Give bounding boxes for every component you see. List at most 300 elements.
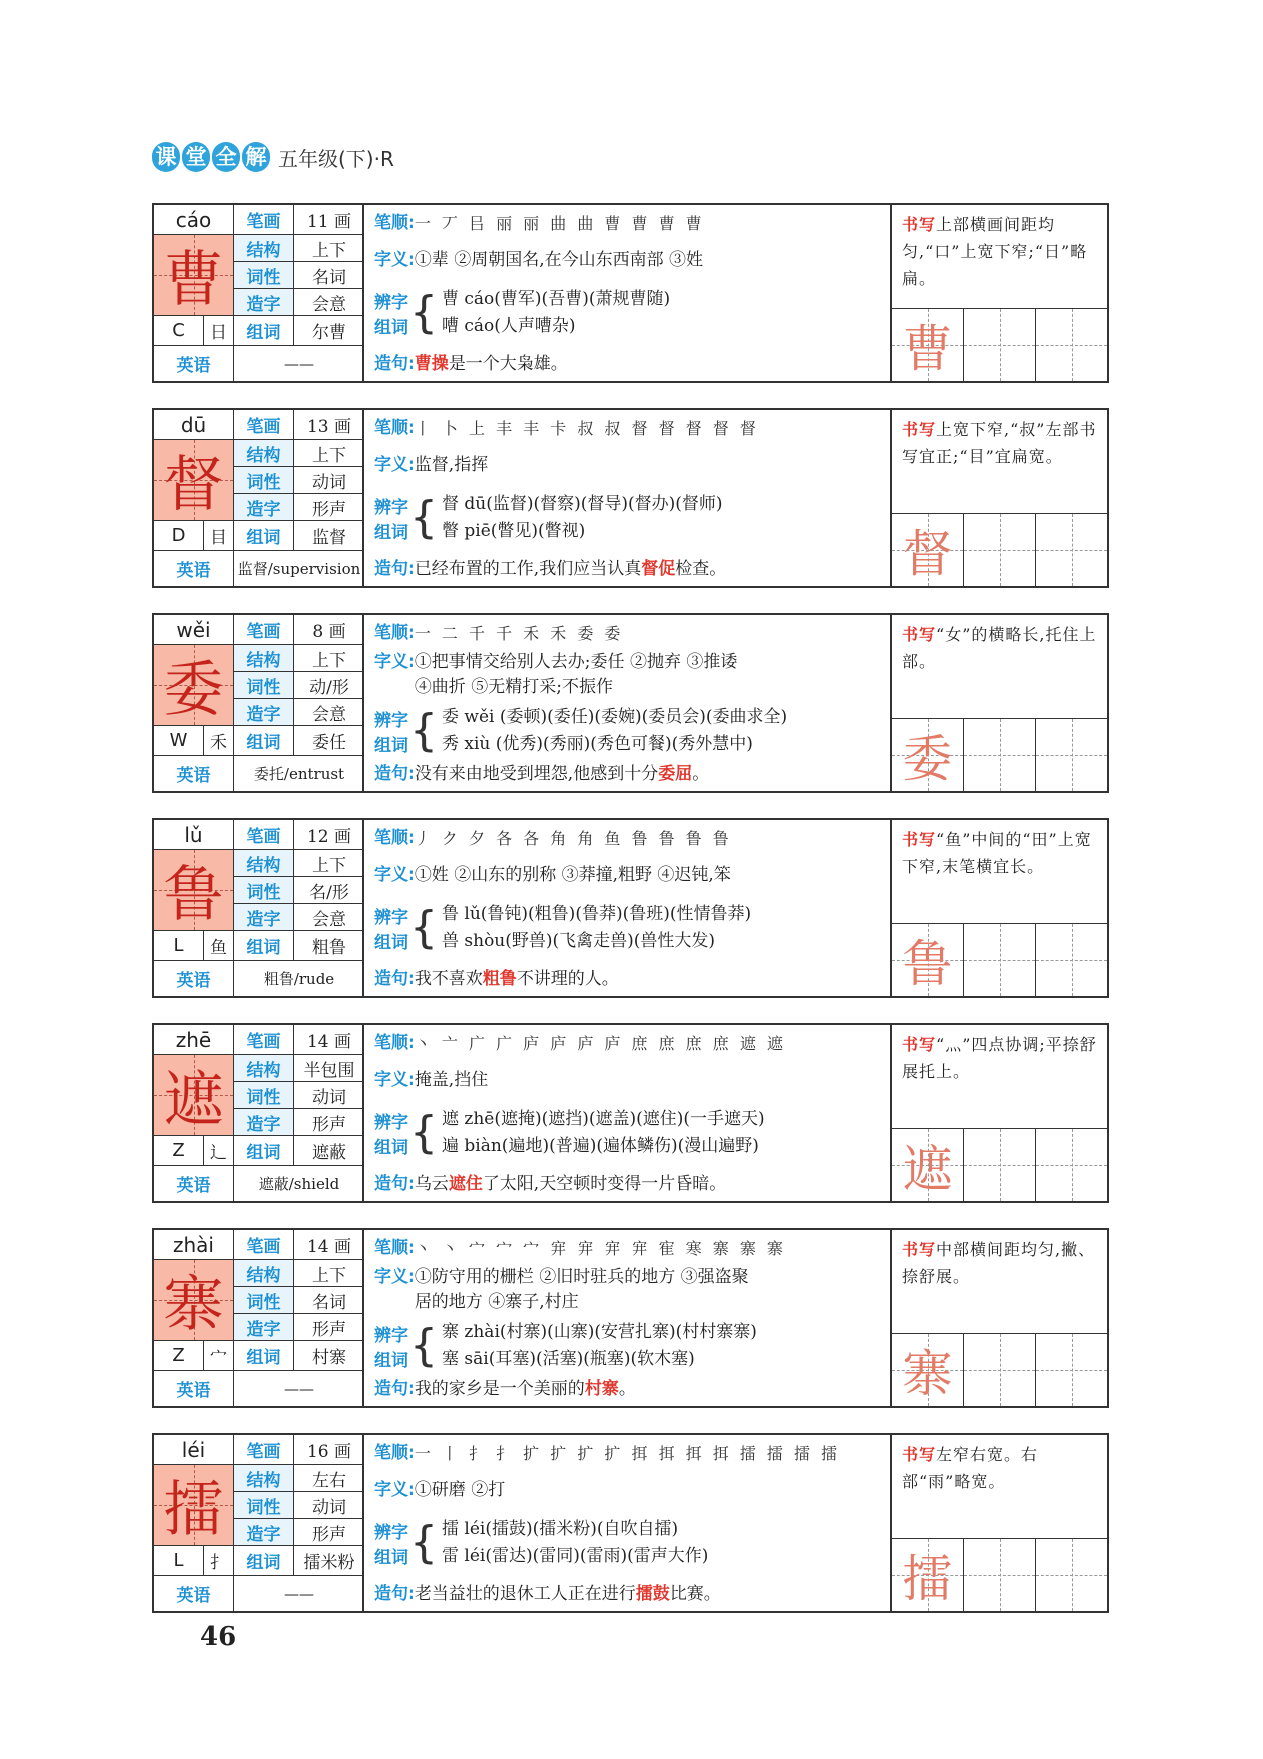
logo-char: 全	[212, 142, 240, 172]
writing-tip	[892, 615, 1107, 719]
english-label: 英语	[154, 1576, 234, 1611]
character-card	[152, 818, 1109, 998]
formation-label: 造字	[234, 1109, 294, 1136]
sentence-row	[374, 557, 880, 582]
meaning-text: ①研磨 ②打	[414, 1480, 506, 1501]
meaning-label: 字义:	[374, 1267, 415, 1287]
english-label: 英语	[154, 551, 234, 586]
character-card	[152, 1433, 1109, 1613]
character-card	[152, 613, 1109, 793]
meaning-text: ①把事情交给别人去办;委任 ②抛弃 ③推诿	[414, 652, 738, 672]
main-character-glyph: 遮	[163, 1065, 224, 1135]
sentence-row	[374, 1172, 880, 1197]
stroke-count: 16 画	[294, 1435, 364, 1465]
stroke-count: 13 画	[294, 410, 364, 440]
meaning-row	[374, 1478, 880, 1503]
page-header	[152, 140, 394, 174]
english-value: 粗鲁/rude	[263, 970, 335, 988]
formation-value: 会意	[294, 699, 364, 726]
sentence-post: 检查。	[675, 558, 727, 579]
practice-cell[interactable]	[964, 1129, 1036, 1201]
meaning-row	[374, 248, 880, 273]
meaning-text-cont: 居的地方 ④寨子,村庄	[414, 1292, 579, 1312]
pos-label: 词性	[234, 877, 294, 904]
stroke-count-label: 笔画	[234, 820, 294, 850]
formation-value: 形声	[294, 1109, 364, 1136]
stroke-count-label: 笔画	[234, 1435, 294, 1465]
character-card	[152, 1228, 1109, 1408]
english-label: 英语	[154, 346, 234, 381]
stroke-order-row	[374, 621, 880, 646]
sentence-label: 造句:	[374, 558, 415, 579]
sentence-post: 是一个大枭雄。	[448, 353, 568, 374]
demo-character: 曹	[902, 320, 953, 378]
char-details	[364, 205, 892, 381]
writing-tip-label: 书写	[902, 625, 937, 644]
distinguish-line: 曹 cáo(曹军)(吾曹)(萧规曹随)	[442, 288, 671, 309]
stroke-order-label: 笔顺:	[374, 213, 415, 233]
practice-cell[interactable]	[964, 1334, 1036, 1406]
grade-label: 五年级(下)·R	[278, 146, 394, 171]
practice-cell-demo	[892, 309, 964, 381]
writing-tip-text: “灬”四点协调;平捺舒展托上。	[902, 1035, 1097, 1081]
writing-tip-text: 上部横画间距均匀,“口”上宽下窄;“日”略扁。	[902, 215, 1088, 288]
word-value: 村寨	[294, 1341, 364, 1371]
practice-cell[interactable]	[964, 514, 1036, 586]
practice-cell[interactable]	[1036, 719, 1107, 791]
sentence-row	[374, 762, 880, 787]
structure-label: 结构	[234, 645, 294, 672]
stroke-count: 14 画	[294, 1025, 364, 1055]
pinyin: lǔ	[154, 820, 234, 850]
english-value: 遮蔽/shield	[258, 1175, 340, 1193]
book-logo	[152, 142, 270, 172]
meaning-text: ①姓 ②山东的别称 ③莽撞,粗野 ④迟钝,笨	[414, 865, 731, 886]
distinguish-label: 辨字	[374, 711, 408, 731]
formation-label: 造字	[234, 289, 294, 316]
word-label: 组词	[234, 726, 294, 756]
demo-character: 寨	[902, 1345, 953, 1403]
word-value: 遮蔽	[294, 1136, 364, 1166]
stroke-order-row	[374, 826, 880, 851]
distinguish-line: 擂 léi(擂鼓)(擂米粉)(自吹自擂)	[442, 1518, 679, 1539]
distinguish-line: 嘈 cáo(人声嘈杂)	[442, 315, 576, 336]
writing-panel	[892, 1230, 1107, 1406]
pos-label: 词性	[234, 262, 294, 289]
pos-value: 动词	[294, 467, 364, 494]
practice-cell-demo	[892, 924, 964, 996]
formation-label: 造字	[234, 494, 294, 521]
structure-label: 结构	[234, 440, 294, 467]
stroke-count: 12 画	[294, 820, 364, 850]
sentence-highlight: 督促	[641, 558, 676, 579]
practice-cell[interactable]	[1036, 514, 1107, 586]
word-label: 组词	[234, 521, 294, 551]
structure-label: 结构	[234, 1260, 294, 1287]
meaning-text: 掩盖,挡住	[414, 1070, 489, 1091]
brace-icon: {	[410, 1320, 438, 1371]
structure-value: 半包围	[294, 1055, 364, 1082]
meaning-text: ①辈 ②周朝国名,在今山东西南部 ③姓	[414, 250, 704, 271]
distinguish-block	[374, 491, 880, 545]
practice-grid	[892, 1539, 1107, 1611]
main-character-glyph: 寨	[163, 1270, 224, 1340]
pinyin: cáo	[154, 205, 234, 235]
structure-value: 左右	[294, 1465, 364, 1492]
char-details	[364, 820, 892, 996]
index-letter: D	[154, 521, 204, 551]
demo-character: 遮	[902, 1140, 953, 1198]
sentence-highlight: 曹操	[414, 353, 449, 374]
main-character-glyph: 擂	[163, 1475, 224, 1545]
compound-label: 组词	[374, 1137, 408, 1158]
main-character	[154, 1260, 234, 1341]
pos-label: 词性	[234, 1492, 294, 1519]
distinguish-label: 辨字	[374, 1112, 408, 1133]
meaning-label: 字义:	[374, 652, 415, 672]
formation-value: 会意	[294, 289, 364, 316]
demo-character: 委	[902, 730, 953, 788]
english-label: 英语	[154, 961, 234, 996]
index-letter: W	[154, 726, 204, 756]
pinyin: zhài	[154, 1230, 234, 1260]
practice-cell-demo	[892, 1539, 964, 1611]
stroke-order-label: 笔顺:	[374, 418, 415, 438]
writing-tip-text: 上宽下窄,“叔”左部书写宜正;“目”宜扁宽。	[902, 420, 1097, 466]
distinguish-line: 委 wěi (委顿)(委任)(委婉)(委员会)(委曲求全)	[442, 707, 788, 727]
structure-label: 结构	[234, 1055, 294, 1082]
logo-char: 课	[152, 142, 180, 172]
stroke-order-row	[374, 211, 880, 236]
pos-value: 名/形	[294, 877, 364, 904]
index-letter: L	[154, 931, 204, 961]
structure-value: 上下	[294, 645, 364, 672]
word-value: 擂米粉	[294, 1546, 364, 1576]
english-value: ——	[284, 1379, 314, 1398]
practice-grid	[892, 924, 1107, 996]
stroke-order: 丨 卜 上 丰 丰 卡 叔 叔 督 督 督 督 督	[414, 419, 759, 438]
distinguish-block	[374, 901, 880, 955]
brace-icon: {	[410, 901, 438, 953]
distinguish-line: 雷 léi(雷达)(雷同)(雷雨)(雷声大作)	[442, 1545, 709, 1566]
writing-tip	[892, 1025, 1107, 1129]
practice-cell-demo	[892, 719, 964, 791]
radical: 扌	[204, 1546, 234, 1576]
practice-cell-demo	[892, 1129, 964, 1201]
stroke-order-label: 笔顺:	[374, 1443, 415, 1463]
char-details	[364, 1025, 892, 1201]
distinguish-block	[374, 1516, 880, 1570]
radical: 鱼	[204, 931, 234, 961]
writing-tip-label: 书写	[902, 420, 937, 439]
stroke-order: 丶 丶 宀 宀 宀 宑 宑 宑 宑 寉 寒 寨 寨 寨	[414, 1239, 786, 1258]
sentence-post: 比赛。	[669, 1583, 721, 1604]
writing-panel	[892, 820, 1107, 996]
structure-value: 上下	[294, 440, 364, 467]
english-label: 英语	[154, 1371, 234, 1406]
practice-cell[interactable]	[1036, 1539, 1107, 1611]
char-info-table	[154, 1435, 364, 1611]
stroke-count-label: 笔画	[234, 1025, 294, 1055]
char-info-table	[154, 205, 364, 381]
structure-label: 结构	[234, 235, 294, 262]
sentence-post: 不讲理的人。	[516, 968, 619, 989]
stroke-order-label: 笔顺:	[374, 1033, 415, 1053]
formation-value: 形声	[294, 1519, 364, 1546]
char-info-table	[154, 615, 364, 791]
sentence-row	[374, 967, 880, 992]
sentence-highlight: 遮住	[448, 1173, 483, 1194]
formation-label: 造字	[234, 1519, 294, 1546]
structure-value: 上下	[294, 235, 364, 262]
stroke-count: 14 画	[294, 1230, 364, 1260]
pinyin: léi	[154, 1435, 234, 1465]
distinguish-line: 遍 biàn(遍地)(普遍)(遍体鳞伤)(漫山遍野)	[442, 1135, 759, 1156]
formation-value: 形声	[294, 494, 364, 521]
formation-label: 造字	[234, 1314, 294, 1341]
formation-label: 造字	[234, 699, 294, 726]
word-label: 组词	[234, 316, 294, 346]
meaning-row	[374, 1265, 880, 1315]
char-details	[364, 410, 892, 586]
meaning-row	[374, 863, 880, 888]
pos-value: 动词	[294, 1492, 364, 1519]
char-info-table	[154, 820, 364, 996]
stroke-count-label: 笔画	[234, 1230, 294, 1260]
writing-tip-text: 中部横间距均匀,撇、捺舒展。	[902, 1240, 1096, 1286]
distinguish-label: 辨字	[374, 1326, 408, 1346]
pos-label: 词性	[234, 467, 294, 494]
formation-label: 造字	[234, 904, 294, 931]
sentence-label: 造句:	[374, 1583, 415, 1604]
practice-grid	[892, 719, 1107, 791]
stroke-order: 一 丆 㠯 丽 丽 曲 曲 曹 曹 曹 曹	[414, 214, 705, 233]
distinguish-block	[374, 286, 880, 340]
practice-cell[interactable]	[1036, 924, 1107, 996]
main-character	[154, 1465, 234, 1546]
stroke-count: 8 画	[294, 615, 364, 645]
meaning-label: 字义:	[374, 250, 415, 271]
character-card	[152, 408, 1109, 588]
char-details	[364, 1230, 892, 1406]
main-character-glyph: 曹	[163, 245, 224, 315]
distinguish-line: 督 dū(监督)(督察)(督导)(督办)(督师)	[442, 493, 723, 514]
distinguish-label: 辨字	[374, 1522, 408, 1543]
sentence-post: 。	[692, 764, 710, 784]
distinguish-line: 塞 sāi(耳塞)(活塞)(瓶塞)(软木塞)	[442, 1349, 695, 1369]
meaning-label: 字义:	[374, 455, 415, 476]
sentence-pre: 我的家乡是一个美丽的	[414, 1379, 585, 1399]
brace-icon: {	[410, 1516, 438, 1568]
logo-char: 堂	[182, 142, 210, 172]
pos-value: 动/形	[294, 672, 364, 699]
practice-cell[interactable]	[1036, 1129, 1107, 1201]
page-number: 46	[200, 1622, 237, 1652]
stroke-count: 11 画	[294, 205, 364, 235]
stroke-order: 一 丨 扌 扌 扩 扩 扩 扩 挕 挕 挕 挕 擂 擂 擂 擂	[414, 1444, 841, 1463]
brace-icon: {	[410, 1106, 438, 1158]
word-value: 委任	[294, 726, 364, 756]
meaning-text: ①防守用的栅栏 ②旧时驻兵的地方 ③强盗聚	[414, 1267, 749, 1287]
sentence-label: 造句:	[374, 968, 415, 989]
pos-value: 名词	[294, 262, 364, 289]
char-info-table	[154, 410, 364, 586]
compound-label: 组词	[374, 1351, 408, 1371]
radical: 宀	[204, 1341, 234, 1371]
sentence-post: 了太阳,天空顿时变得一片昏暗。	[482, 1173, 727, 1194]
practice-grid	[892, 514, 1107, 586]
radical: 辶	[204, 1136, 234, 1166]
demo-character: 擂	[902, 1550, 953, 1608]
sentence-pre: 我不喜欢	[414, 968, 483, 989]
word-value: 监督	[294, 521, 364, 551]
radical: 禾	[204, 726, 234, 756]
structure-value: 上下	[294, 850, 364, 877]
writing-panel	[892, 1025, 1107, 1201]
pos-value: 名词	[294, 1287, 364, 1314]
pos-value: 动词	[294, 1082, 364, 1109]
practice-cell[interactable]	[964, 719, 1036, 791]
meaning-label: 字义:	[374, 1480, 415, 1501]
pinyin: wěi	[154, 615, 234, 645]
word-label: 组词	[234, 1546, 294, 1576]
structure-label: 结构	[234, 850, 294, 877]
word-value: 尔曹	[294, 316, 364, 346]
meaning-row	[374, 1068, 880, 1093]
structure-label: 结构	[234, 1465, 294, 1492]
writing-tip	[892, 205, 1107, 309]
word-label: 组词	[234, 931, 294, 961]
char-details	[364, 1435, 892, 1611]
practice-cell[interactable]	[964, 309, 1036, 381]
pos-label: 词性	[234, 1082, 294, 1109]
writing-tip	[892, 1230, 1107, 1334]
main-character	[154, 645, 234, 726]
brace-icon: {	[410, 286, 438, 338]
writing-panel	[892, 410, 1107, 586]
formation-value: 会意	[294, 904, 364, 931]
index-letter: C	[154, 316, 204, 346]
practice-cell-demo	[892, 514, 964, 586]
writing-tip-text: “女”的横略长,托住上部。	[902, 625, 1097, 671]
distinguish-line: 鲁 lǔ(鲁钝)(粗鲁)(鲁莽)(鲁班)(性情鲁莽)	[442, 903, 752, 924]
stroke-order-row	[374, 1236, 880, 1261]
index-letter: Z	[154, 1341, 204, 1371]
stroke-order: 丶 亠 广 广 庐 庐 庐 庐 庶 庶 庶 庶 遮 遮	[414, 1034, 786, 1053]
pos-label: 词性	[234, 672, 294, 699]
practice-cell-demo	[892, 1334, 964, 1406]
stroke-order-row	[374, 1031, 880, 1056]
main-character-glyph: 鲁	[163, 860, 224, 930]
main-character	[154, 235, 234, 316]
word-label: 组词	[234, 1136, 294, 1166]
sentence-pre: 乌云	[414, 1173, 449, 1194]
brace-icon: {	[410, 491, 438, 543]
distinguish-label: 辨字	[374, 907, 408, 928]
char-details	[364, 615, 892, 791]
sentence-row	[374, 1377, 880, 1402]
sentence-pre: 老当益壮的退休工人正在进行	[414, 1583, 636, 1604]
distinguish-block	[374, 1319, 880, 1373]
writing-tip-label: 书写	[902, 830, 937, 849]
writing-tip-label: 书写	[902, 1445, 937, 1464]
main-character	[154, 850, 234, 931]
word-value: 粗鲁	[294, 931, 364, 961]
sentence-highlight: 村寨	[584, 1379, 619, 1399]
meaning-label: 字义:	[374, 1070, 415, 1091]
stroke-count-label: 笔画	[234, 410, 294, 440]
compound-label: 组词	[374, 317, 408, 338]
meaning-row	[374, 650, 880, 700]
radical: 日	[204, 316, 234, 346]
index-letter: Z	[154, 1136, 204, 1166]
stroke-order-row	[374, 1441, 880, 1466]
radical: 目	[204, 521, 234, 551]
sentence-label: 造句:	[374, 1173, 415, 1194]
writing-tip	[892, 1435, 1107, 1539]
stroke-order-label: 笔顺:	[374, 828, 415, 848]
sentence-label: 造句:	[374, 353, 415, 374]
sentence-highlight: 擂鼓	[635, 1583, 670, 1604]
sentence-pre: 没有来由地受到埋怨,他感到十分	[414, 764, 659, 784]
formation-value: 形声	[294, 1314, 364, 1341]
english-label: 英语	[154, 756, 234, 791]
writing-tip-text: “鱼”中间的“田”上宽下窄,末笔横宜长。	[902, 830, 1092, 876]
sentence-label: 造句:	[374, 1379, 415, 1399]
pinyin: zhē	[154, 1025, 234, 1055]
main-character-glyph: 委	[163, 655, 224, 725]
distinguish-block	[374, 1106, 880, 1160]
char-info-table	[154, 1025, 364, 1201]
distinguish-line: 秀 xiù (优秀)(秀丽)(秀色可餐)(秀外慧中)	[442, 734, 753, 754]
brace-icon: {	[410, 705, 438, 756]
writing-tip-label: 书写	[902, 1035, 937, 1054]
pos-label: 词性	[234, 1287, 294, 1314]
sentence-row	[374, 1582, 880, 1607]
distinguish-line: 瞥 piē(瞥见)(瞥视)	[442, 520, 586, 541]
distinguish-line: 兽 shòu(野兽)(飞禽走兽)(兽性大发)	[442, 930, 716, 951]
practice-cell[interactable]	[1036, 1334, 1107, 1406]
distinguish-block	[374, 704, 880, 758]
compound-label: 组词	[374, 932, 408, 953]
main-character	[154, 440, 234, 521]
writing-panel	[892, 205, 1107, 381]
practice-cell[interactable]	[964, 924, 1036, 996]
word-label: 组词	[234, 1341, 294, 1371]
index-letter: L	[154, 1546, 204, 1576]
demo-character: 鲁	[902, 935, 953, 993]
writing-panel	[892, 615, 1107, 791]
meaning-row	[374, 453, 880, 478]
sentence-row	[374, 352, 880, 377]
stroke-count-label: 笔画	[234, 615, 294, 645]
meaning-text-cont: ④曲折 ⑤无精打采;不振作	[414, 677, 613, 697]
demo-character: 督	[902, 525, 953, 583]
practice-grid	[892, 309, 1107, 381]
writing-tip-label: 书写	[902, 1240, 937, 1259]
distinguish-label: 辨字	[374, 497, 408, 518]
practice-grid	[892, 1334, 1107, 1406]
sentence-highlight: 粗鲁	[482, 968, 517, 989]
english-value: 委托/entrust	[253, 765, 345, 783]
practice-cell[interactable]	[964, 1539, 1036, 1611]
sentence-post: 。	[618, 1379, 636, 1399]
practice-cell[interactable]	[1036, 309, 1107, 381]
compound-label: 组词	[374, 1547, 408, 1568]
stroke-order-label: 笔顺:	[374, 623, 415, 643]
distinguish-line: 寨 zhài(村寨)(山寨)(安营扎寨)(村村寨寨)	[442, 1322, 757, 1342]
stroke-order-label: 笔顺:	[374, 1238, 415, 1258]
